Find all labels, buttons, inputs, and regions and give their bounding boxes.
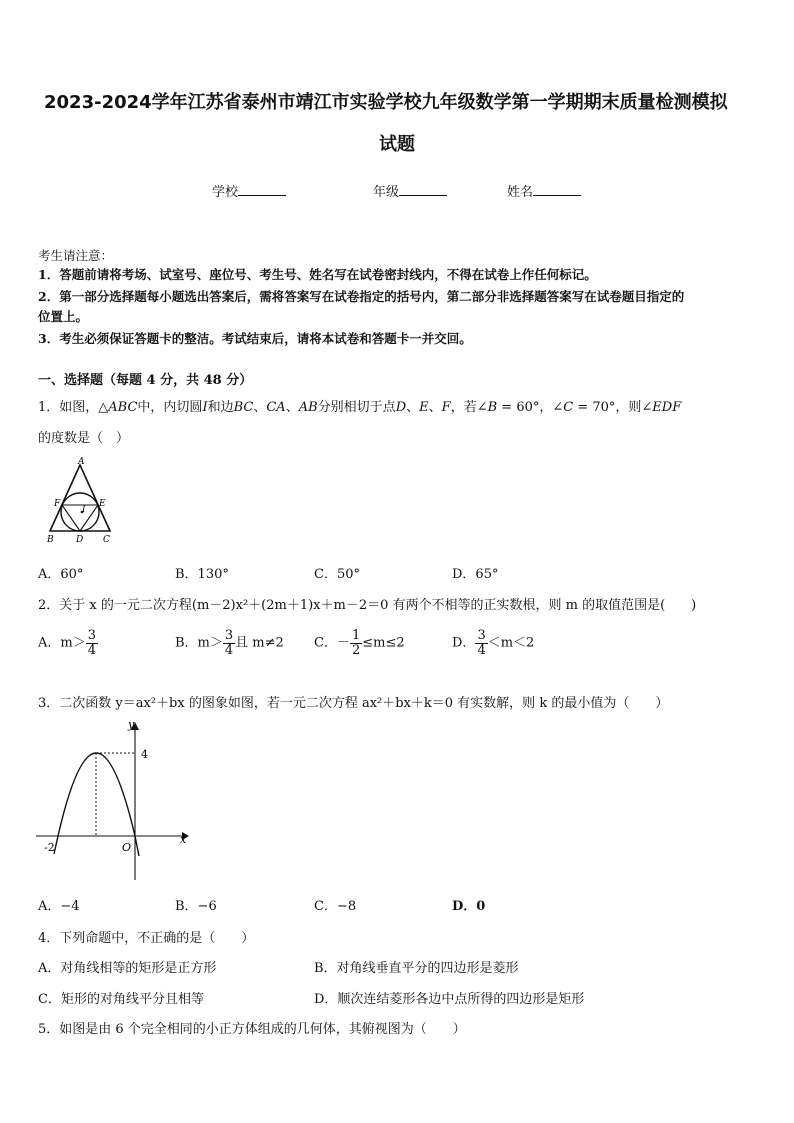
q1-label-b: B <box>47 535 54 545</box>
q1-label-e: E <box>99 499 106 509</box>
q1-option-c: C．50° <box>314 567 360 582</box>
q1-label-c: C <box>103 535 110 545</box>
q1-text-cont: 的度数是（ ） <box>38 431 130 446</box>
q2-option-b: B．m＞ $\frac{3}{4}$ 且 m≠2 <box>175 628 284 658</box>
q1-option-a: A．60° <box>38 567 84 582</box>
q1-option-b: B．130° <box>175 567 229 582</box>
q1-triangle-figure <box>40 455 120 547</box>
q4-option-b: B．对角线垂直平分的四边形是菱形 <box>314 961 519 976</box>
school-label: 学校 <box>212 185 239 200</box>
name-label: 姓名 <box>507 185 534 200</box>
notice-item-2: 2．第一部分选择题每小题选出答案后，需将答案写在试卷指定的括号内，第二部分非选择题答案写在试卷题目指定的 <box>38 289 685 304</box>
name-blank <box>533 183 581 196</box>
q3-option-c: C．−8 <box>314 899 357 914</box>
page-title-line2: 试题 <box>379 134 415 155</box>
q3-label-y: y <box>128 718 135 731</box>
notice-item-1: 1．答题前请将考场、试室号、座位号、考生号、姓名写在试卷密封线内，不得在试卷上作任何标记。 <box>38 267 597 282</box>
grade-blank <box>399 183 447 196</box>
q2-option-d: D． $\frac{3}{4}$ ＜m＜2 <box>452 628 535 658</box>
q4-option-c: C．矩形的对角线平分且相等 <box>38 992 204 1007</box>
name-field <box>507 181 581 200</box>
notice-heading: 考生请注意： <box>38 248 114 263</box>
grade-label: 年级 <box>373 185 400 200</box>
q3-label-x: x <box>180 833 187 846</box>
school-field <box>212 181 286 200</box>
grade-field <box>373 181 447 200</box>
q3-option-a: A．−4 <box>38 899 80 914</box>
q2-option-c: C．－ $\frac{1}{2}$ ≤m≤2 <box>314 628 405 658</box>
school-blank <box>238 183 286 196</box>
q5-text: 5．如图是由 6 个完全相同的小正方体组成的几何体，其俯视图为（ ） <box>38 1022 466 1037</box>
q1-label-i: I <box>82 505 86 515</box>
q3-label-4: 4 <box>141 748 148 761</box>
q1-text: 1．如图，△ABC中，内切圆I和边BC、CA、AB分别相切于点D、E、F，若∠B = 60°，∠C = 70°，则∠EDF <box>38 400 682 415</box>
q4-text: 4．下列命题中，不正确的是（ ） <box>38 931 255 946</box>
q3-option-d: D．0 <box>452 899 486 914</box>
q2-option-a: A．m＞ $\frac{3}{4}$ <box>38 628 96 658</box>
notice-item-2-cont: 位置上。 <box>38 309 89 324</box>
q3-label-neg2: -2 <box>44 841 55 854</box>
q4-option-a: A．对角线相等的矩形是正方形 <box>38 961 217 976</box>
q1-label-f: F <box>54 499 61 509</box>
q4-option-d: D．顺次连结菱形各边中点所得的四边形是矩形 <box>314 992 585 1007</box>
q3-label-origin: O <box>122 841 132 854</box>
page-title: 2023-2024学年江苏省泰州市靖江市实验学校九年级数学第一学期期末质量检测模拟 <box>44 92 728 113</box>
q3-parabola-figure <box>36 718 196 883</box>
q3-option-b: B．−6 <box>175 899 217 914</box>
q3-text: 3．二次函数 y＝ax²＋bx 的图象如图，若一元二次方程 ax²＋bx＋k＝0 有实数解，则 k 的最小值为（ ） <box>38 696 669 711</box>
q1-label-a: A <box>78 457 85 467</box>
q1-option-d: D．65° <box>452 567 499 582</box>
q2-text: 2．关于 x 的一元二次方程(m－2)x²＋(2m＋1)x＋m－2＝0 有两个不相等的正实数根，则 m 的取值范围是( ) <box>38 598 697 613</box>
notice-item-3: 3．考生必须保证答题卡的整洁。考试结束后，请将本试卷和答题卡一并交回。 <box>38 331 472 346</box>
q1-label-d: D <box>76 535 84 545</box>
section-heading: 一、选择题（每题 4 分，共 48 分） <box>38 373 253 388</box>
